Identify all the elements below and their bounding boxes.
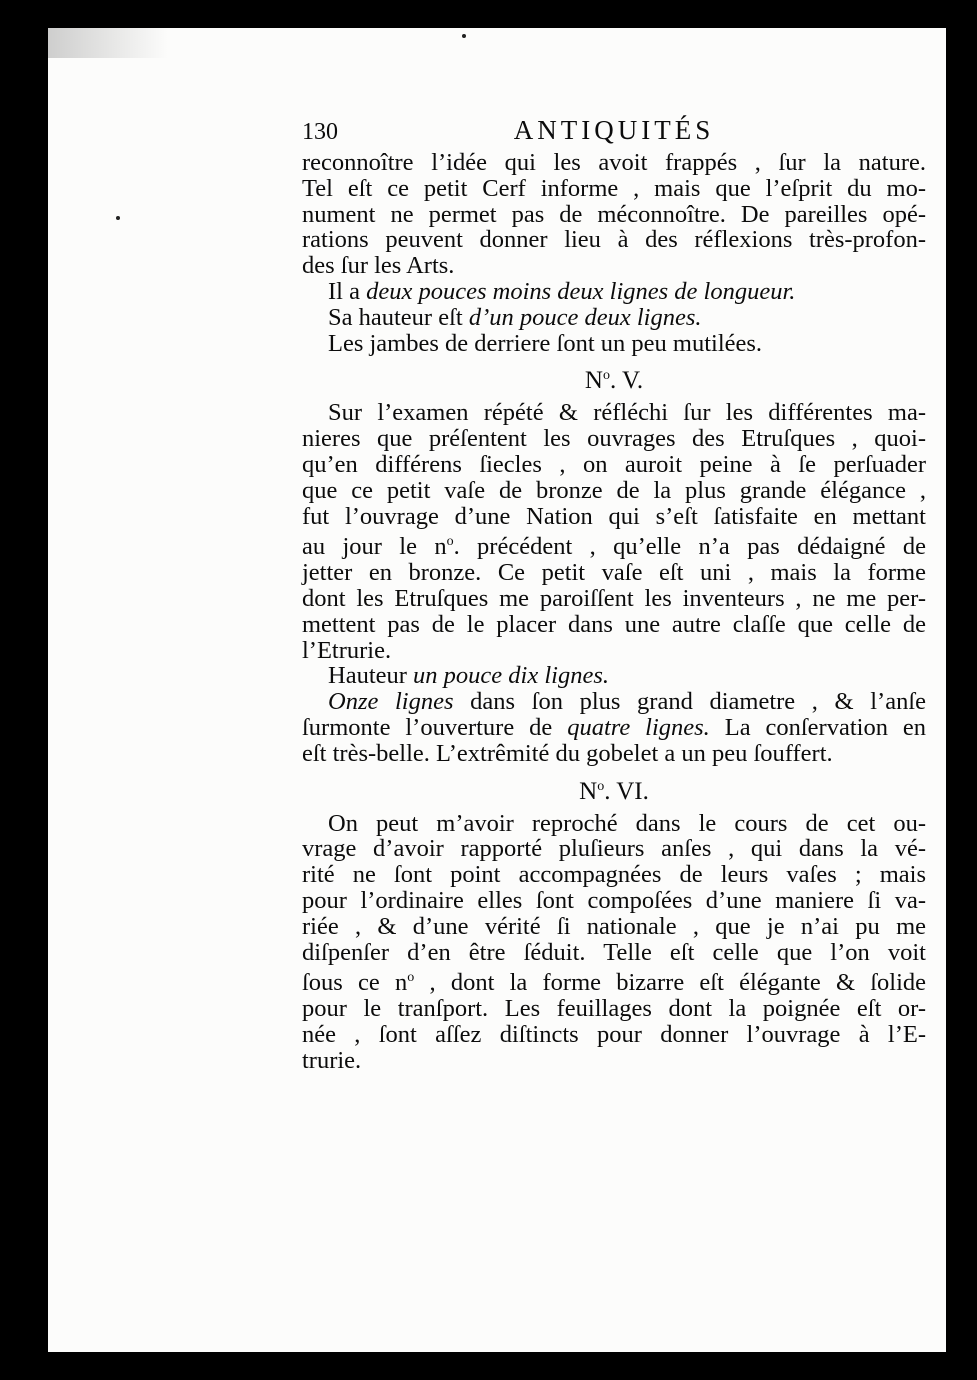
dimension-line: [302, 279, 926, 305]
text-run: Hauteur: [328, 662, 414, 690]
italic-run: quatre lignes.: [567, 713, 710, 741]
running-title: ANTIQUITÉS: [513, 115, 715, 145]
text-line: l’Etrurie.: [302, 636, 392, 664]
page-number: 130: [302, 119, 338, 145]
dimension-line: [302, 663, 926, 689]
italic-run: deux pouces moins deux lignes de longueur.: [366, 277, 796, 305]
text-line: pour l’ordinaire elles ſont compoſées d’une maniere ſi va-: [302, 886, 926, 914]
dimension-line: Les jambes de derriere ſont un peu mutilées.: [328, 329, 763, 357]
page-header: [302, 115, 926, 150]
text-run: dans ſon plus grand diametre , & l’anſe: [453, 688, 926, 716]
text-line: rations peuvent donner lieu à des réflexions très-profon-: [302, 226, 926, 254]
text-line: mettent pas de le placer dans une autre claſſe que celle de: [302, 610, 926, 638]
text-line: Tel eſt ce petit Cerf informe , mais que l’eſprit du mo-: [302, 174, 926, 202]
text-line: que ce petit vaſe de bronze de la plus grande élégance ,: [302, 476, 926, 504]
text-run: , dont la forme bizarre eſt élégante & ſolide: [414, 969, 927, 997]
text-line: dont les Etruſques me paroiſſent les inventeurs , ne me per-: [302, 584, 926, 612]
text-line: jetter en bronze. Ce petit vaſe eſt uni , mais la forme: [302, 559, 926, 587]
dimension-line: eſt très-belle. L’extrêmité du gobelet a un peu ſouffert.: [302, 739, 833, 767]
heading-text: . V.: [609, 367, 644, 395]
text-line: pour le tranſport. Les feuillages dont la poignée eſt or-: [302, 995, 926, 1023]
text-line: On peut m’avoir reproché dans le cours de cet ou-: [328, 809, 926, 837]
text-line: nieres que préſentent les ouvrages des Etruſques , quoi-: [302, 425, 926, 453]
text-line: trurie.: [302, 1046, 362, 1074]
heading-text: . VI.: [604, 777, 649, 805]
text-run: au jour le n: [302, 533, 447, 561]
text-line: nument ne permet pas de méconnoître. De pareilles opé-: [302, 200, 926, 228]
text-line: fut l’ouvrage d’une Nation qui s’eſt ſatisfaite en mettant: [302, 502, 926, 530]
superscript: o: [597, 778, 605, 794]
text-line: des ſur les Arts.: [302, 252, 455, 280]
text-run: Sa hauteur eſt: [328, 303, 469, 331]
italic-run: un pouce dix lignes.: [413, 662, 609, 690]
text-line: qu’en différens ſiecles , on auroit peine à ſe perſuader: [302, 450, 926, 478]
text-line: rité ne ſont point accompagnées de leurs vaſes ; mais: [302, 861, 926, 889]
superscript: o: [602, 368, 610, 384]
text-line: riée , & d’une vérité ſi nationale , que je n’ai pu me: [302, 912, 926, 940]
scan-speck: [116, 216, 120, 220]
text-line: [302, 529, 926, 560]
text-run: Il a: [328, 277, 367, 305]
superscript: o: [446, 534, 454, 550]
paragraph-2: [302, 400, 926, 663]
dimensions-2: [302, 663, 926, 766]
dimension-line: [302, 305, 926, 331]
section-heading-v: [302, 360, 926, 395]
text-line: reconnoître l’idée qui les avoit frappés , ſur la nature.: [302, 149, 926, 176]
text-line: Sur l’examen répété & réfléchi ſur les différentes ma-: [328, 399, 926, 427]
superscript: o: [407, 970, 415, 986]
dimension-line: [302, 689, 926, 715]
paragraph-3: [302, 811, 926, 1074]
text-run: . précédent , qu’elle n’a pas dédaigné de: [453, 533, 926, 561]
heading-text: N: [579, 777, 598, 805]
scan-speck: [462, 34, 466, 38]
text-block: [302, 115, 927, 1074]
paragraph-1: [302, 150, 926, 279]
dimensions-1: [302, 279, 926, 356]
italic-run: d’un pouce deux lignes.: [468, 303, 702, 331]
book-page: [48, 28, 946, 1352]
heading-text: N: [584, 367, 603, 395]
scan-edge-noise: [48, 28, 168, 58]
text-run: La conſervation en: [709, 713, 926, 741]
text-line: diſpenſer d’en être ſéduit. Telle eſt celle que l’on voit: [302, 938, 926, 966]
text-line: vrage d’avoir rapporté pluſieurs anſes , qui dans la vé-: [302, 835, 926, 863]
italic-run: Onze lignes: [328, 688, 454, 716]
text-line: née , ſont aſſez diſtincts pour donner l’ouvrage à l’E-: [302, 1020, 926, 1048]
section-heading-vi: [302, 771, 926, 803]
text-run: ſous ce n: [302, 969, 408, 997]
dimension-line: [302, 715, 926, 741]
text-run: ſurmonte l’ouverture de: [302, 713, 568, 741]
text-line: [302, 965, 926, 996]
